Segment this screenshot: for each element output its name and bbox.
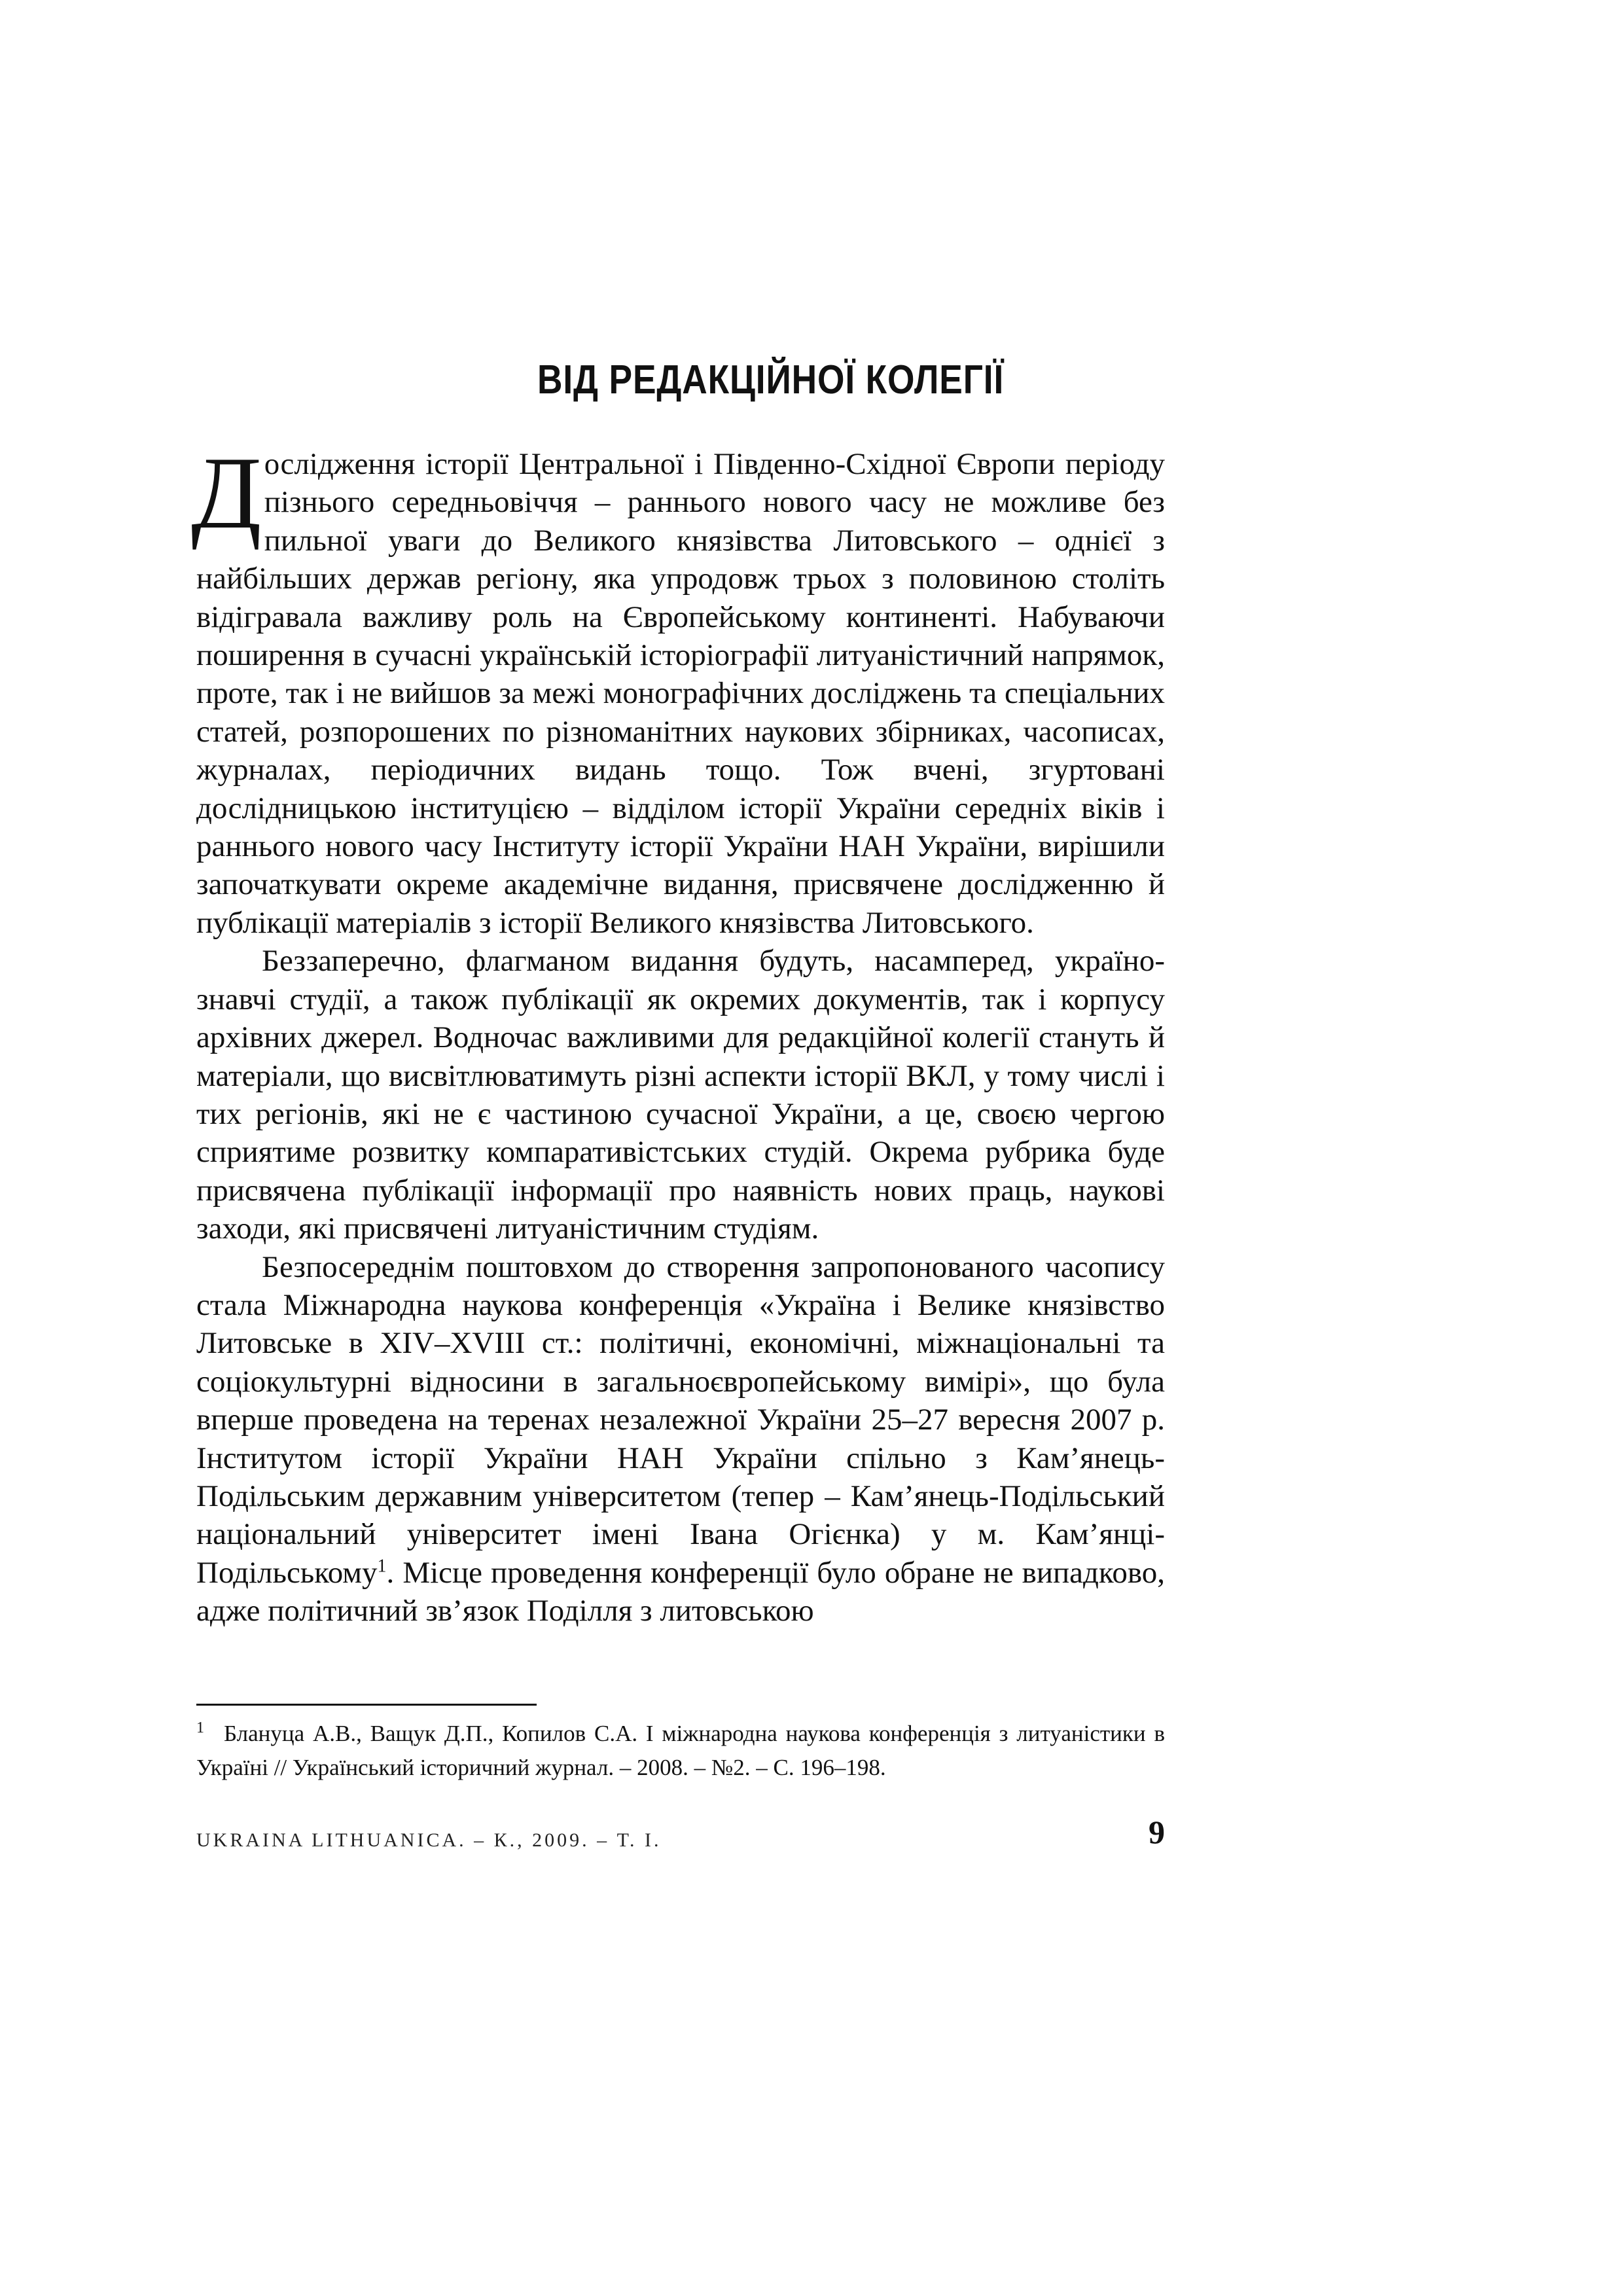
article-body [191, 436, 1165, 1630]
paragraph-3-text: Безпосереднім поштовхом до створення запропонованого часопису стала Міжнародна наукова конференція «Україна і Велике князівство Литовське в XIV–XVIII ст.: політичні, економічні, міжнаціональні та соціокультурні відносини в загальноєвропейському вимірі», що була вперше проведена на теренах незалежної України 25–27 вересня 2007 р. Інститутом історії України НАН України спільно з Кам’янець-Подільським державним університетом (тепер – Кам’янець-Подільський національний університет імені Івана Огієнка) у м. Кам’янці-Подільському [196, 1249, 1165, 1590]
footnote-number: 1 [196, 1719, 204, 1736]
footnote-text: Блануца А.В., Ващук Д.П., Копилов С.А. І міжнародна наукова конференція з литуаністики в Україні // Український історичний журнал. – 2008. – №2. – С. 196–198. [196, 1721, 1165, 1780]
paragraph-2: Беззаперечно, флагманом видання будуть, насамперед, україно-знавчі студії, а також публікації як окремих документів, так і корпусу архівних джерел. Водночас важливими для редакційної колегії стануть й матеріали, що висвітлюватимуть різні аспекти історії ВКЛ, у тому числі і тих регіонів, які не є частиною сучасної України, а це, своєю чергою сприятиме розвитку компаративістських студій. Окрема рубрика буде присвячена публікації інформації про наявність нових праць, наукові заходи, які присвячені литуаністичним студіям. [196, 944, 1165, 1246]
paragraph-3 [196, 1248, 1165, 1630]
footnote [196, 1717, 1165, 1785]
footnote-reference[interactable]: 1 [377, 1556, 387, 1577]
footnote-divider [196, 1704, 537, 1706]
page-number: 9 [1149, 1814, 1165, 1850]
paragraph-1-text: ослідження історії Центральної і Південно-Східної Європи періоду пізнього середньовіччя – раннього нового часу не можливе без пильної уваги до Великого князівства Литовського – однієї з найбільших держав регіону, яка упродовж трьох з половиною століть відігравала важливу роль на Європейському континенті. Набуваючи поширення в сучасні українській історіографії литуаністичний напрямок, проте, так і не вийшов за межі монографічних досліджень та спеціальних статей, розпорошених по різноманітних наукових збірниках, часописах, журналах, періодичних видань тощо. Тож вчені, згуртовані дослідницькою інституцією – відділом історії України середніх віків і раннього нового часу Інституту історії України НАН України, вирішили започаткувати окреме академічне видання, присвячене дослідженню й публікації матеріалів з історії Великого князівства Литовського. [196, 447, 1165, 940]
paragraph-1 [191, 436, 1165, 942]
running-footer: UKRAINA LITHUANICA. – К., 2009. – Т. І. [196, 1829, 662, 1851]
drop-cap: Д [191, 436, 262, 550]
paragraph-3-text-continued: . Місце проведення конференції було обране не випадково, адже політичний зв’язок Поділля з литовською [196, 1555, 1165, 1628]
page-title: ВІД РЕДАКЦІЙНОЇ КОЛЕГІЇ [537, 357, 1005, 403]
